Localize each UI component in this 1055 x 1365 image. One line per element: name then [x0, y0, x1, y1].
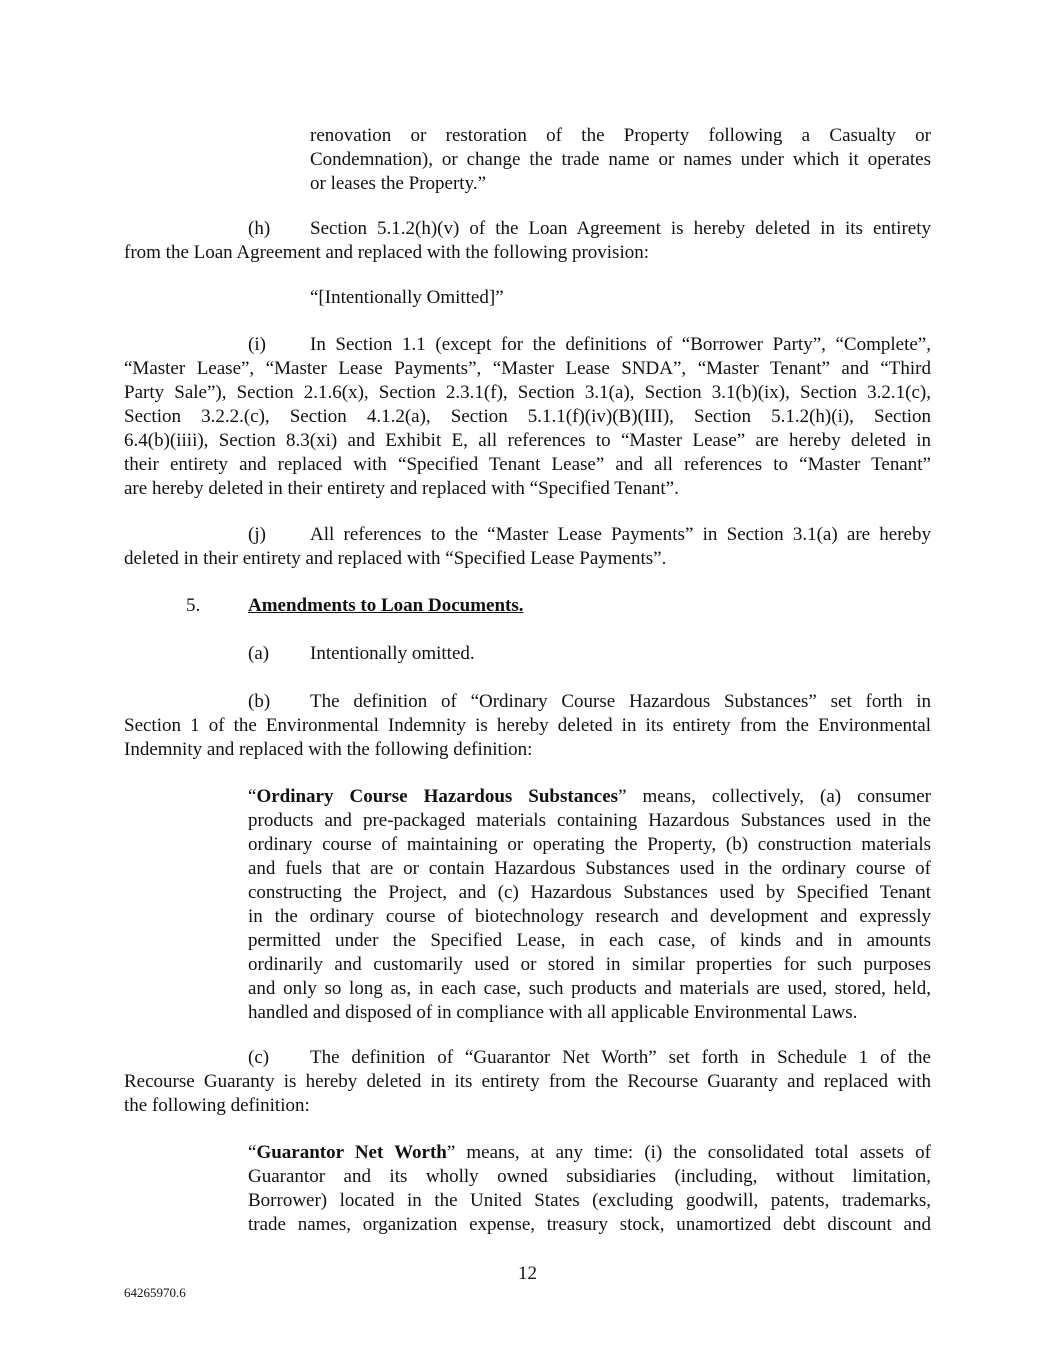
- text-line: in the ordinary course of biotechnology research and development and expressly: [248, 906, 931, 927]
- page-number: 12: [518, 1263, 537, 1284]
- intentionally-omitted-quote: “[Intentionally Omitted]”: [310, 287, 504, 308]
- text-run: All references to the “Master Lease Payments” in Section 3.1(a) are hereby: [310, 524, 931, 545]
- text-line: Guarantor and its wholly owned subsidiaries (including, without limitation,: [248, 1166, 931, 1187]
- section-number: 5.: [186, 595, 201, 616]
- text-line: products and pre-packaged materials containing Hazardous Substances used in the: [248, 810, 931, 831]
- section-heading: [186, 594, 524, 618]
- text-line: Section 1 of the Environmental Indemnity is hereby deleted in its entirety from the Environmental: [124, 715, 931, 736]
- text-line: [124, 523, 931, 547]
- text-line: Condemnation), or change the trade name or names under which it operates: [310, 149, 931, 170]
- paragraph-i: [124, 333, 931, 501]
- paragraph-j: [124, 523, 931, 571]
- text-line: renovation or restoration of the Property following a Casualty or: [310, 125, 931, 146]
- text-line: [124, 1046, 931, 1070]
- paragraph-label: (h): [248, 218, 271, 239]
- text-run: ” means, at any time: (i) the consolidated total assets of: [446, 1142, 931, 1163]
- text-run: Section 5.1.2(h)(v) of the Loan Agreement is hereby deleted in its entirety: [310, 218, 931, 239]
- paragraph-a: [248, 642, 475, 666]
- text-run: The definition of “Ordinary Course Hazardous Substances” set forth in: [310, 691, 931, 712]
- paragraph-b: [124, 690, 931, 762]
- paragraph-h: [124, 217, 931, 265]
- text-line: [248, 1141, 931, 1165]
- text-line: [248, 785, 931, 809]
- text-line: and only so long as, in each case, such products and materials are used, stored, held,: [248, 978, 931, 999]
- text-line: Party Sale”), Section 2.1.6(x), Section 2.3.1(f), Section 3.1(a), Section 3.1(b)(ix), Section 3.2.1(c),: [124, 382, 931, 403]
- text-line: from the Loan Agreement and replaced with the following provision:: [124, 242, 649, 263]
- text-line: Indemnity and replaced with the following definition:: [124, 739, 533, 760]
- paragraph-label: (b): [248, 691, 271, 712]
- defined-term: Guarantor Net Worth: [256, 1142, 447, 1163]
- continuation-paragraph: [310, 124, 931, 196]
- text-line: ordinary course of maintaining or operating the Property, (b) construction materials: [248, 834, 931, 855]
- text-line: Section 3.2.2.(c), Section 4.1.2(a), Section 5.1.1(f)(iv)(B)(III), Section 5.1.2(h)(i), Section: [124, 406, 931, 427]
- paragraph-c: [124, 1046, 931, 1118]
- text-run: The definition of “Guarantor Net Worth” set forth in Schedule 1 of the: [310, 1047, 931, 1068]
- paragraph-label: (j): [248, 524, 266, 545]
- text-run: Intentionally omitted.: [310, 643, 475, 664]
- paragraph-label: (a): [248, 643, 270, 664]
- text-line: 6.4(b)(iiii), Section 8.3(xi) and Exhibit E, all references to “Master Lease” are hereby deleted in: [124, 430, 931, 451]
- text-line: the following definition:: [124, 1095, 310, 1116]
- definition-guarantor-net-worth: [248, 1141, 931, 1237]
- definition-ordinary-course-hazardous-substances: [248, 785, 931, 1025]
- text-line: trade names, organization expense, treasury stock, unamortized debt discount and: [248, 1214, 931, 1235]
- defined-term: Ordinary Course Hazardous Substances: [256, 786, 619, 807]
- open-quote: “: [248, 1142, 257, 1163]
- text-run: ” means, collectively, (a) consumer: [618, 786, 931, 807]
- document-id: 64265970.6: [124, 1285, 186, 1300]
- text-line: Recourse Guaranty is hereby deleted in its entirety from the Recourse Guaranty and replaced with: [124, 1071, 931, 1092]
- text-line: and fuels that are or contain Hazardous Substances used in the ordinary course of: [248, 858, 931, 879]
- text-line: Borrower) located in the United States (excluding goodwill, patents, trademarks,: [248, 1190, 931, 1211]
- text-line: [124, 690, 931, 714]
- text-line: permitted under the Specified Lease, in each case, of kinds and in amounts: [248, 930, 931, 951]
- paragraph-label: (i): [248, 334, 266, 355]
- text-line: “Master Lease”, “Master Lease Payments”, “Master Lease SNDA”, “Master Tenant” and “Third: [124, 358, 931, 379]
- open-quote: “: [248, 786, 257, 807]
- paragraph-label: (c): [248, 1047, 270, 1068]
- text-line: ordinarily and customarily used or stored in similar properties for such purposes: [248, 954, 931, 975]
- section-title: Amendments to Loan Documents.: [248, 595, 524, 616]
- text-run: In Section 1.1 (except for the definitions of “Borrower Party”, “Complete”,: [310, 334, 931, 355]
- text-line: are hereby deleted in their entirety and replaced with “Specified Tenant”.: [124, 478, 679, 499]
- text-line: constructing the Project, and (c) Hazardous Substances used by Specified Tenant: [248, 882, 931, 903]
- text-line: [124, 333, 931, 357]
- text-line: or leases the Property.”: [310, 173, 487, 194]
- text-line: deleted in their entirety and replaced with “Specified Lease Payments”.: [124, 548, 667, 569]
- text-line: [124, 217, 931, 241]
- text-line: handled and disposed of in compliance with all applicable Environmental Laws.: [248, 1002, 858, 1023]
- text-line: their entirety and replaced with “Specified Tenant Lease” and all references to “Master Tenant”: [124, 454, 931, 475]
